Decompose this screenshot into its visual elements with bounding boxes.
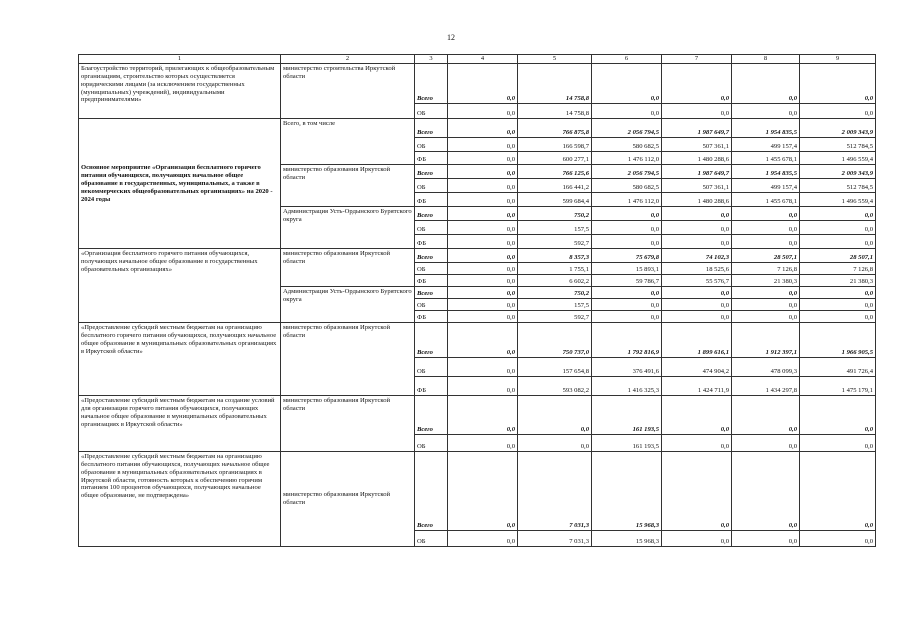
amount-cell: 2 056 794,5 bbox=[592, 164, 662, 178]
column-header: 3 bbox=[415, 55, 448, 64]
amount-cell: 0,0 bbox=[800, 103, 876, 118]
amount-cell: 0,0 bbox=[732, 286, 800, 298]
amount-cell: 0,0 bbox=[732, 451, 800, 530]
header-row bbox=[79, 55, 876, 64]
amount-cell: 1 912 397,1 bbox=[732, 322, 800, 357]
amount-cell: 491 726,4 bbox=[800, 357, 876, 376]
amount-cell: 474 904,2 bbox=[662, 357, 732, 376]
event-name: Основное мероприятие «Организация бесплатного горячего питания обучающихся, получающих начальное общее образование в государственных, муниципальных, а также в некоммерческих общеобразовательных организациях» на 2020 - 2024 годы bbox=[79, 118, 281, 248]
amount-cell: 599 684,4 bbox=[518, 192, 592, 206]
amount-cell: 0,0 bbox=[732, 298, 800, 310]
executor-name: министерство строительства Иркутской области bbox=[281, 63, 415, 118]
amount-cell: 766 875,8 bbox=[518, 118, 592, 137]
amount-cell: 0,0 bbox=[592, 206, 662, 220]
executor-name: министерство образования Иркутской области bbox=[281, 164, 415, 206]
amount-cell: 0,0 bbox=[448, 118, 518, 137]
amount-cell: 0,0 bbox=[448, 322, 518, 357]
executor-name: Администрация Усть-Ордынского Бурятского округа bbox=[281, 286, 415, 322]
executor-name: Администрация Усть-Ордынского Бурятского округа bbox=[281, 206, 415, 248]
amount-cell: 157,5 bbox=[518, 220, 592, 234]
amount-cell: 157,5 bbox=[518, 298, 592, 310]
amount-cell: 161 193,5 bbox=[592, 434, 662, 451]
amount-cell: 0,0 bbox=[732, 234, 800, 248]
amount-cell: 0,0 bbox=[732, 220, 800, 234]
amount-cell: 7 031,3 bbox=[518, 530, 592, 546]
amount-cell: 0,0 bbox=[732, 310, 800, 322]
amount-cell: 1 434 297,8 bbox=[732, 376, 800, 395]
amount-cell: 0,0 bbox=[592, 103, 662, 118]
amount-cell: 0,0 bbox=[800, 234, 876, 248]
amount-cell: 0,0 bbox=[448, 192, 518, 206]
amount-cell: 592,7 bbox=[518, 310, 592, 322]
amount-cell: 0,0 bbox=[662, 234, 732, 248]
amount-cell: 1 987 649,7 bbox=[662, 164, 732, 178]
amount-cell: 0,0 bbox=[592, 234, 662, 248]
table-row bbox=[79, 451, 876, 530]
amount-cell: 0,0 bbox=[662, 530, 732, 546]
amount-cell: 0,0 bbox=[662, 395, 732, 434]
amount-cell: 0,0 bbox=[732, 434, 800, 451]
amount-cell: 0,0 bbox=[448, 220, 518, 234]
amount-cell: 166 441,2 bbox=[518, 178, 592, 192]
amount-cell: 499 157,4 bbox=[732, 178, 800, 192]
column-header: 1 bbox=[79, 55, 281, 64]
amount-cell: 580 682,5 bbox=[592, 178, 662, 192]
amount-cell: 18 525,6 bbox=[662, 262, 732, 274]
amount-cell: 21 380,3 bbox=[800, 274, 876, 286]
amount-cell: 0,0 bbox=[732, 103, 800, 118]
funding-source: ОБ bbox=[415, 434, 448, 451]
amount-cell: 0,0 bbox=[448, 234, 518, 248]
amount-cell: 0,0 bbox=[448, 248, 518, 262]
amount-cell: 14 758,8 bbox=[518, 103, 592, 118]
amount-cell: 161 193,5 bbox=[592, 395, 662, 434]
executor-name: министерство образования Иркутской области bbox=[281, 248, 415, 286]
amount-cell: 0,0 bbox=[662, 63, 732, 103]
funding-source: ОБ bbox=[415, 298, 448, 310]
funding-source: Всего bbox=[415, 322, 448, 357]
amount-cell: 0,0 bbox=[732, 530, 800, 546]
amount-cell: 0,0 bbox=[800, 451, 876, 530]
funding-source: Всего bbox=[415, 206, 448, 220]
column-header: 8 bbox=[732, 55, 800, 64]
amount-cell: 1 496 559,4 bbox=[800, 151, 876, 164]
amount-cell: 0,0 bbox=[662, 206, 732, 220]
event-name: «Предоставление субсидий местным бюджетам на создание условий для организации горячего питания обучающихся, получающих начальное общее образование в муниципальных образовательных организациях в Иркутской области» bbox=[79, 395, 281, 451]
column-header: 4 bbox=[448, 55, 518, 64]
amount-cell: 512 784,5 bbox=[800, 137, 876, 151]
amount-cell: 1 954 835,5 bbox=[732, 164, 800, 178]
amount-cell: 0,0 bbox=[732, 206, 800, 220]
amount-cell: 0,0 bbox=[518, 434, 592, 451]
amount-cell: 0,0 bbox=[592, 220, 662, 234]
amount-cell: 0,0 bbox=[448, 310, 518, 322]
amount-cell: 59 786,7 bbox=[592, 274, 662, 286]
amount-cell: 0,0 bbox=[662, 434, 732, 451]
funding-source: ФБ bbox=[415, 376, 448, 395]
amount-cell: 580 682,5 bbox=[592, 137, 662, 151]
amount-cell: 1 755,1 bbox=[518, 262, 592, 274]
amount-cell: 0,0 bbox=[448, 395, 518, 434]
amount-cell: 0,0 bbox=[448, 376, 518, 395]
funding-source: ФБ bbox=[415, 192, 448, 206]
amount-cell: 0,0 bbox=[800, 395, 876, 434]
amount-cell: 0,0 bbox=[448, 357, 518, 376]
amount-cell: 750 737,0 bbox=[518, 322, 592, 357]
amount-cell: 7 126,8 bbox=[800, 262, 876, 274]
amount-cell: 0,0 bbox=[448, 103, 518, 118]
funding-source: Всего bbox=[415, 248, 448, 262]
amount-cell: 478 099,3 bbox=[732, 357, 800, 376]
amount-cell: 0,0 bbox=[662, 310, 732, 322]
amount-cell: 0,0 bbox=[448, 298, 518, 310]
amount-cell: 0,0 bbox=[448, 178, 518, 192]
amount-cell: 166 598,7 bbox=[518, 137, 592, 151]
amount-cell: 0,0 bbox=[800, 310, 876, 322]
amount-cell: 1 987 649,7 bbox=[662, 118, 732, 137]
amount-cell: 1 476 112,0 bbox=[592, 192, 662, 206]
funding-source: ФБ bbox=[415, 310, 448, 322]
amount-cell: 376 491,6 bbox=[592, 357, 662, 376]
amount-cell: 1 455 678,1 bbox=[732, 151, 800, 164]
column-header: 2 bbox=[281, 55, 415, 64]
funding-source: ФБ bbox=[415, 151, 448, 164]
amount-cell: 0,0 bbox=[448, 530, 518, 546]
table-row bbox=[79, 248, 876, 262]
event-name: «Предоставление субсидий местным бюджетам на организацию бесплатного питания обучающихся, получающих начальное общее образование в муниципальных образовательных организациях в Иркутской области, готовность которых к обеспечению горячим питанием 100 процентов обучающихся, получающих начальное общее образование, не подтверждена» bbox=[79, 451, 281, 546]
amount-cell: 750,2 bbox=[518, 286, 592, 298]
amount-cell: 1 455 678,1 bbox=[732, 192, 800, 206]
amount-cell: 507 361,1 bbox=[662, 137, 732, 151]
amount-cell: 0,0 bbox=[662, 103, 732, 118]
event-name: «Предоставление субсидий местным бюджетам на организацию бесплатного горячего питания обучающихся, получающих начальное общее образование в муниципальных образовательных организациях в Иркутской области» bbox=[79, 322, 281, 395]
funding-source: Всего bbox=[415, 164, 448, 178]
table-row bbox=[79, 63, 876, 103]
amount-cell: 1 416 325,3 bbox=[592, 376, 662, 395]
amount-cell: 21 380,3 bbox=[732, 274, 800, 286]
amount-cell: 0,0 bbox=[662, 220, 732, 234]
event-name: «Организация бесплатного горячего питания обучающихся, получающих начальное общее образование в государственных образовательных организациях» bbox=[79, 248, 281, 322]
amount-cell: 0,0 bbox=[518, 395, 592, 434]
amount-cell: 28 507,1 bbox=[732, 248, 800, 262]
amount-cell: 766 125,6 bbox=[518, 164, 592, 178]
amount-cell: 0,0 bbox=[448, 137, 518, 151]
amount-cell: 0,0 bbox=[800, 434, 876, 451]
amount-cell: 8 357,3 bbox=[518, 248, 592, 262]
funding-source: Всего bbox=[415, 286, 448, 298]
amount-cell: 1 966 905,5 bbox=[800, 322, 876, 357]
amount-cell: 600 277,1 bbox=[518, 151, 592, 164]
amount-cell: 0,0 bbox=[800, 530, 876, 546]
amount-cell: 0,0 bbox=[732, 63, 800, 103]
amount-cell: 0,0 bbox=[448, 164, 518, 178]
amount-cell: 0,0 bbox=[662, 286, 732, 298]
amount-cell: 499 157,4 bbox=[732, 137, 800, 151]
amount-cell: 1 954 835,5 bbox=[732, 118, 800, 137]
amount-cell: 0,0 bbox=[592, 286, 662, 298]
amount-cell: 0,0 bbox=[448, 434, 518, 451]
amount-cell: 0,0 bbox=[800, 206, 876, 220]
amount-cell: 750,2 bbox=[518, 206, 592, 220]
amount-cell: 0,0 bbox=[448, 151, 518, 164]
amount-cell: 0,0 bbox=[592, 63, 662, 103]
amount-cell: 1 424 711,9 bbox=[662, 376, 732, 395]
amount-cell: 6 602,2 bbox=[518, 274, 592, 286]
amount-cell: 15 968,3 bbox=[592, 530, 662, 546]
amount-cell: 0,0 bbox=[662, 298, 732, 310]
funding-source: Всего bbox=[415, 395, 448, 434]
amount-cell: 0,0 bbox=[592, 298, 662, 310]
amount-cell: 1 899 616,1 bbox=[662, 322, 732, 357]
amount-cell: 0,0 bbox=[448, 63, 518, 103]
amount-cell: 28 507,1 bbox=[800, 248, 876, 262]
funding-source: ОБ bbox=[415, 103, 448, 118]
amount-cell: 0,0 bbox=[800, 220, 876, 234]
amount-cell: 0,0 bbox=[592, 310, 662, 322]
executor-name: министерство образования Иркутской области bbox=[281, 322, 415, 395]
amount-cell: 74 102,3 bbox=[662, 248, 732, 262]
page-number: 12 bbox=[447, 33, 455, 42]
funding-source: ОБ bbox=[415, 262, 448, 274]
amount-cell: 7 126,8 bbox=[732, 262, 800, 274]
amount-cell: 0,0 bbox=[800, 63, 876, 103]
amount-cell: 55 576,7 bbox=[662, 274, 732, 286]
amount-cell: 1 496 559,4 bbox=[800, 192, 876, 206]
amount-cell: 0,0 bbox=[448, 451, 518, 530]
amount-cell: 7 031,3 bbox=[518, 451, 592, 530]
funding-source: ОБ bbox=[415, 137, 448, 151]
amount-cell: 15 893,1 bbox=[592, 262, 662, 274]
amount-cell: 512 784,5 bbox=[800, 178, 876, 192]
executor-name: министерство образования Иркутской области bbox=[281, 395, 415, 451]
amount-cell: 75 679,8 bbox=[592, 248, 662, 262]
amount-cell: 0,0 bbox=[448, 206, 518, 220]
amount-cell: 0,0 bbox=[732, 395, 800, 434]
amount-cell: 0,0 bbox=[800, 286, 876, 298]
column-header: 9 bbox=[800, 55, 876, 64]
column-header: 5 bbox=[518, 55, 592, 64]
event-name: Благоустройство территорий, прилегающих к общеобразовательным организациям, строительство которых осуществляется юридическими лицами (за исключением государственных (муниципальных) учреждений), индивидуальными предпринимателями» bbox=[79, 63, 281, 118]
executor-name: министерство образования Иркутской области bbox=[281, 451, 415, 546]
amount-cell: 0,0 bbox=[448, 262, 518, 274]
amount-cell: 593 082,2 bbox=[518, 376, 592, 395]
funding-source: Всего bbox=[415, 451, 448, 530]
table-row bbox=[79, 395, 876, 434]
budget-table bbox=[78, 54, 876, 547]
amount-cell: 0,0 bbox=[662, 451, 732, 530]
column-header: 7 bbox=[662, 55, 732, 64]
amount-cell: 157 654,8 bbox=[518, 357, 592, 376]
amount-cell: 1 476 112,0 bbox=[592, 151, 662, 164]
amount-cell: 1 480 288,6 bbox=[662, 151, 732, 164]
amount-cell: 1 480 288,6 bbox=[662, 192, 732, 206]
amount-cell: 2 009 343,9 bbox=[800, 164, 876, 178]
amount-cell: 1 792 816,9 bbox=[592, 322, 662, 357]
funding-source: Всего bbox=[415, 118, 448, 137]
funding-source: ОБ bbox=[415, 178, 448, 192]
amount-cell: 0,0 bbox=[448, 274, 518, 286]
funding-source: ОБ bbox=[415, 220, 448, 234]
funding-source: Всего bbox=[415, 63, 448, 103]
amount-cell: 15 968,3 bbox=[592, 451, 662, 530]
amount-cell: 2 056 794,5 bbox=[592, 118, 662, 137]
funding-source: ФБ bbox=[415, 234, 448, 248]
funding-source: ФБ bbox=[415, 274, 448, 286]
funding-source: ОБ bbox=[415, 357, 448, 376]
amount-cell: 1 475 179,1 bbox=[800, 376, 876, 395]
table-row bbox=[79, 118, 876, 137]
amount-cell: 592,7 bbox=[518, 234, 592, 248]
table-row bbox=[79, 322, 876, 357]
amount-cell: 14 758,8 bbox=[518, 63, 592, 103]
amount-cell: 507 361,1 bbox=[662, 178, 732, 192]
amount-cell: 0,0 bbox=[448, 286, 518, 298]
executor-name: Всего, в том числе bbox=[281, 118, 415, 164]
column-header: 6 bbox=[592, 55, 662, 64]
funding-source: ОБ bbox=[415, 530, 448, 546]
amount-cell: 0,0 bbox=[800, 298, 876, 310]
amount-cell: 2 009 343,9 bbox=[800, 118, 876, 137]
